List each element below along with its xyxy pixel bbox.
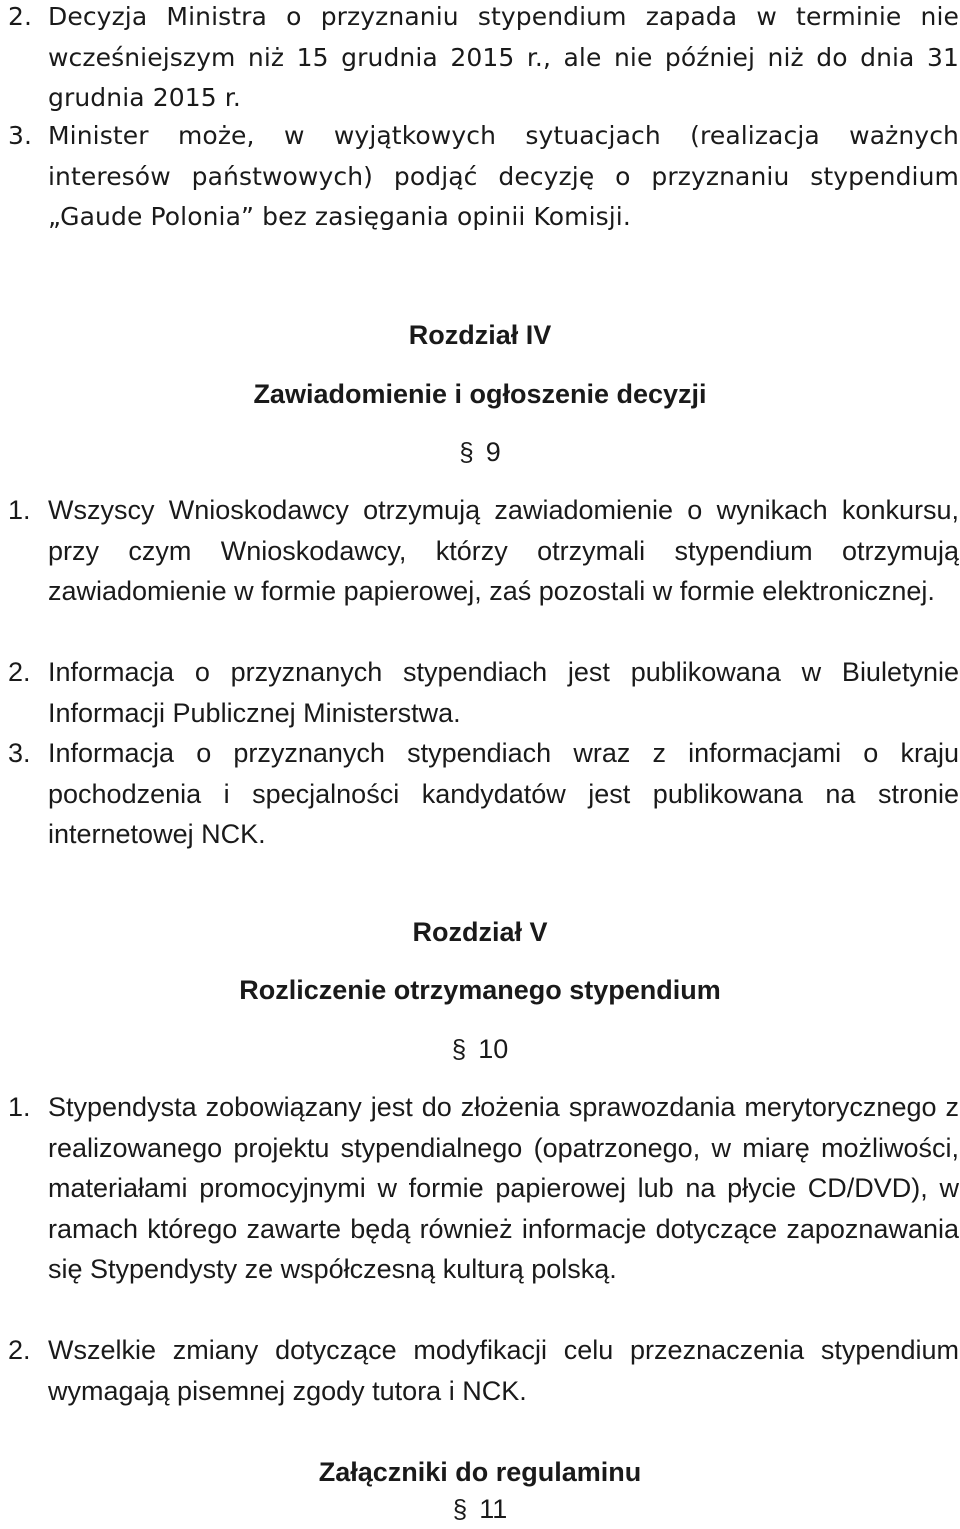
item-text: Decyzja Ministra o przyznaniu stypendium zapada w terminie nie wcześniejszym niż 15 grudnia 2015 r., ale nie później niż do dnia 31 grudnia 2015 r. xyxy=(48,2,959,112)
list-item xyxy=(8,1330,959,1411)
item-number: 3. xyxy=(8,121,33,150)
item-number: 2. xyxy=(8,2,33,31)
item-text: Wszyscy Wnioskodawcy otrzymują zawiadomienie o wynikach konkursu, przy czym Wnioskodawcy, którzy otrzymali stypendium otrzymują zawiadomienie w formie papierowej, zaś pozostali w formie elektronicznej. xyxy=(48,495,959,606)
list-item xyxy=(8,0,959,119)
item-text: Informacja o przyznanych stypendiach jest publikowana w Biuletynie Informacji Publicznej Ministerstwa. xyxy=(48,657,959,728)
section-number: 9 xyxy=(485,437,501,467)
item-number: 3. xyxy=(8,738,31,768)
list-item xyxy=(8,733,959,855)
section-number: 11 xyxy=(479,1494,508,1524)
item-text: Minister może, w wyjątkowych sytuacjach (realizacja ważnych interesów państwowych) podjąć decyzję o przyznaniu stypendium „Gaude Polonia” bez zasięgania opinii Komisji. xyxy=(48,121,959,231)
chapter-title: Rozdział V xyxy=(412,917,548,947)
chapter-subtitle: Rozliczenie otrzymanego stypendium xyxy=(239,975,721,1005)
chapter-subtitle: Zawiadomienie i ogłoszenie decyzji xyxy=(253,379,707,409)
section-heading xyxy=(0,1029,960,1069)
item-text: Stypendysta zobowiązany jest do złożenia sprawozdania merytorycznego z realizowanego projektu stypendialnego (opatrzonego, w miarę możliwości, materiałami promocyjnymi w formie papierowej lub na płycie CD/DVD), w ramach którego zawarte będą również informacje dotyczące zapoznawania się Stypendysty ze współczesną kulturą polską. xyxy=(48,1092,959,1284)
section-number: 10 xyxy=(478,1034,509,1064)
section-heading xyxy=(0,432,960,472)
list-item xyxy=(8,116,959,238)
list-item xyxy=(8,1087,959,1290)
section-symbol: § xyxy=(452,1494,468,1524)
item-number: 2. xyxy=(8,1335,31,1365)
item-number: 1. xyxy=(8,495,31,525)
item-number: 1. xyxy=(8,1092,31,1122)
section-symbol: § xyxy=(451,1034,467,1064)
chapter-title: Rozdział IV xyxy=(408,320,552,350)
item-text: Informacja o przyznanych stypendiach wraz z informacjami o kraju pochodzenia i specjalności kandydatów jest publikowana na stronie internetowej NCK. xyxy=(48,738,959,849)
attachments-title: Załączniki do regulaminu xyxy=(318,1457,642,1487)
item-text: Wszelkie zmiany dotyczące modyfikacji celu przeznaczenia stypendium wymagają pisemnej zgody tutora i NCK. xyxy=(48,1335,959,1406)
list-item xyxy=(8,490,959,612)
list-item xyxy=(8,652,959,733)
item-number: 2. xyxy=(8,657,31,687)
section-symbol: § xyxy=(459,437,474,467)
section-heading xyxy=(0,1489,960,1529)
